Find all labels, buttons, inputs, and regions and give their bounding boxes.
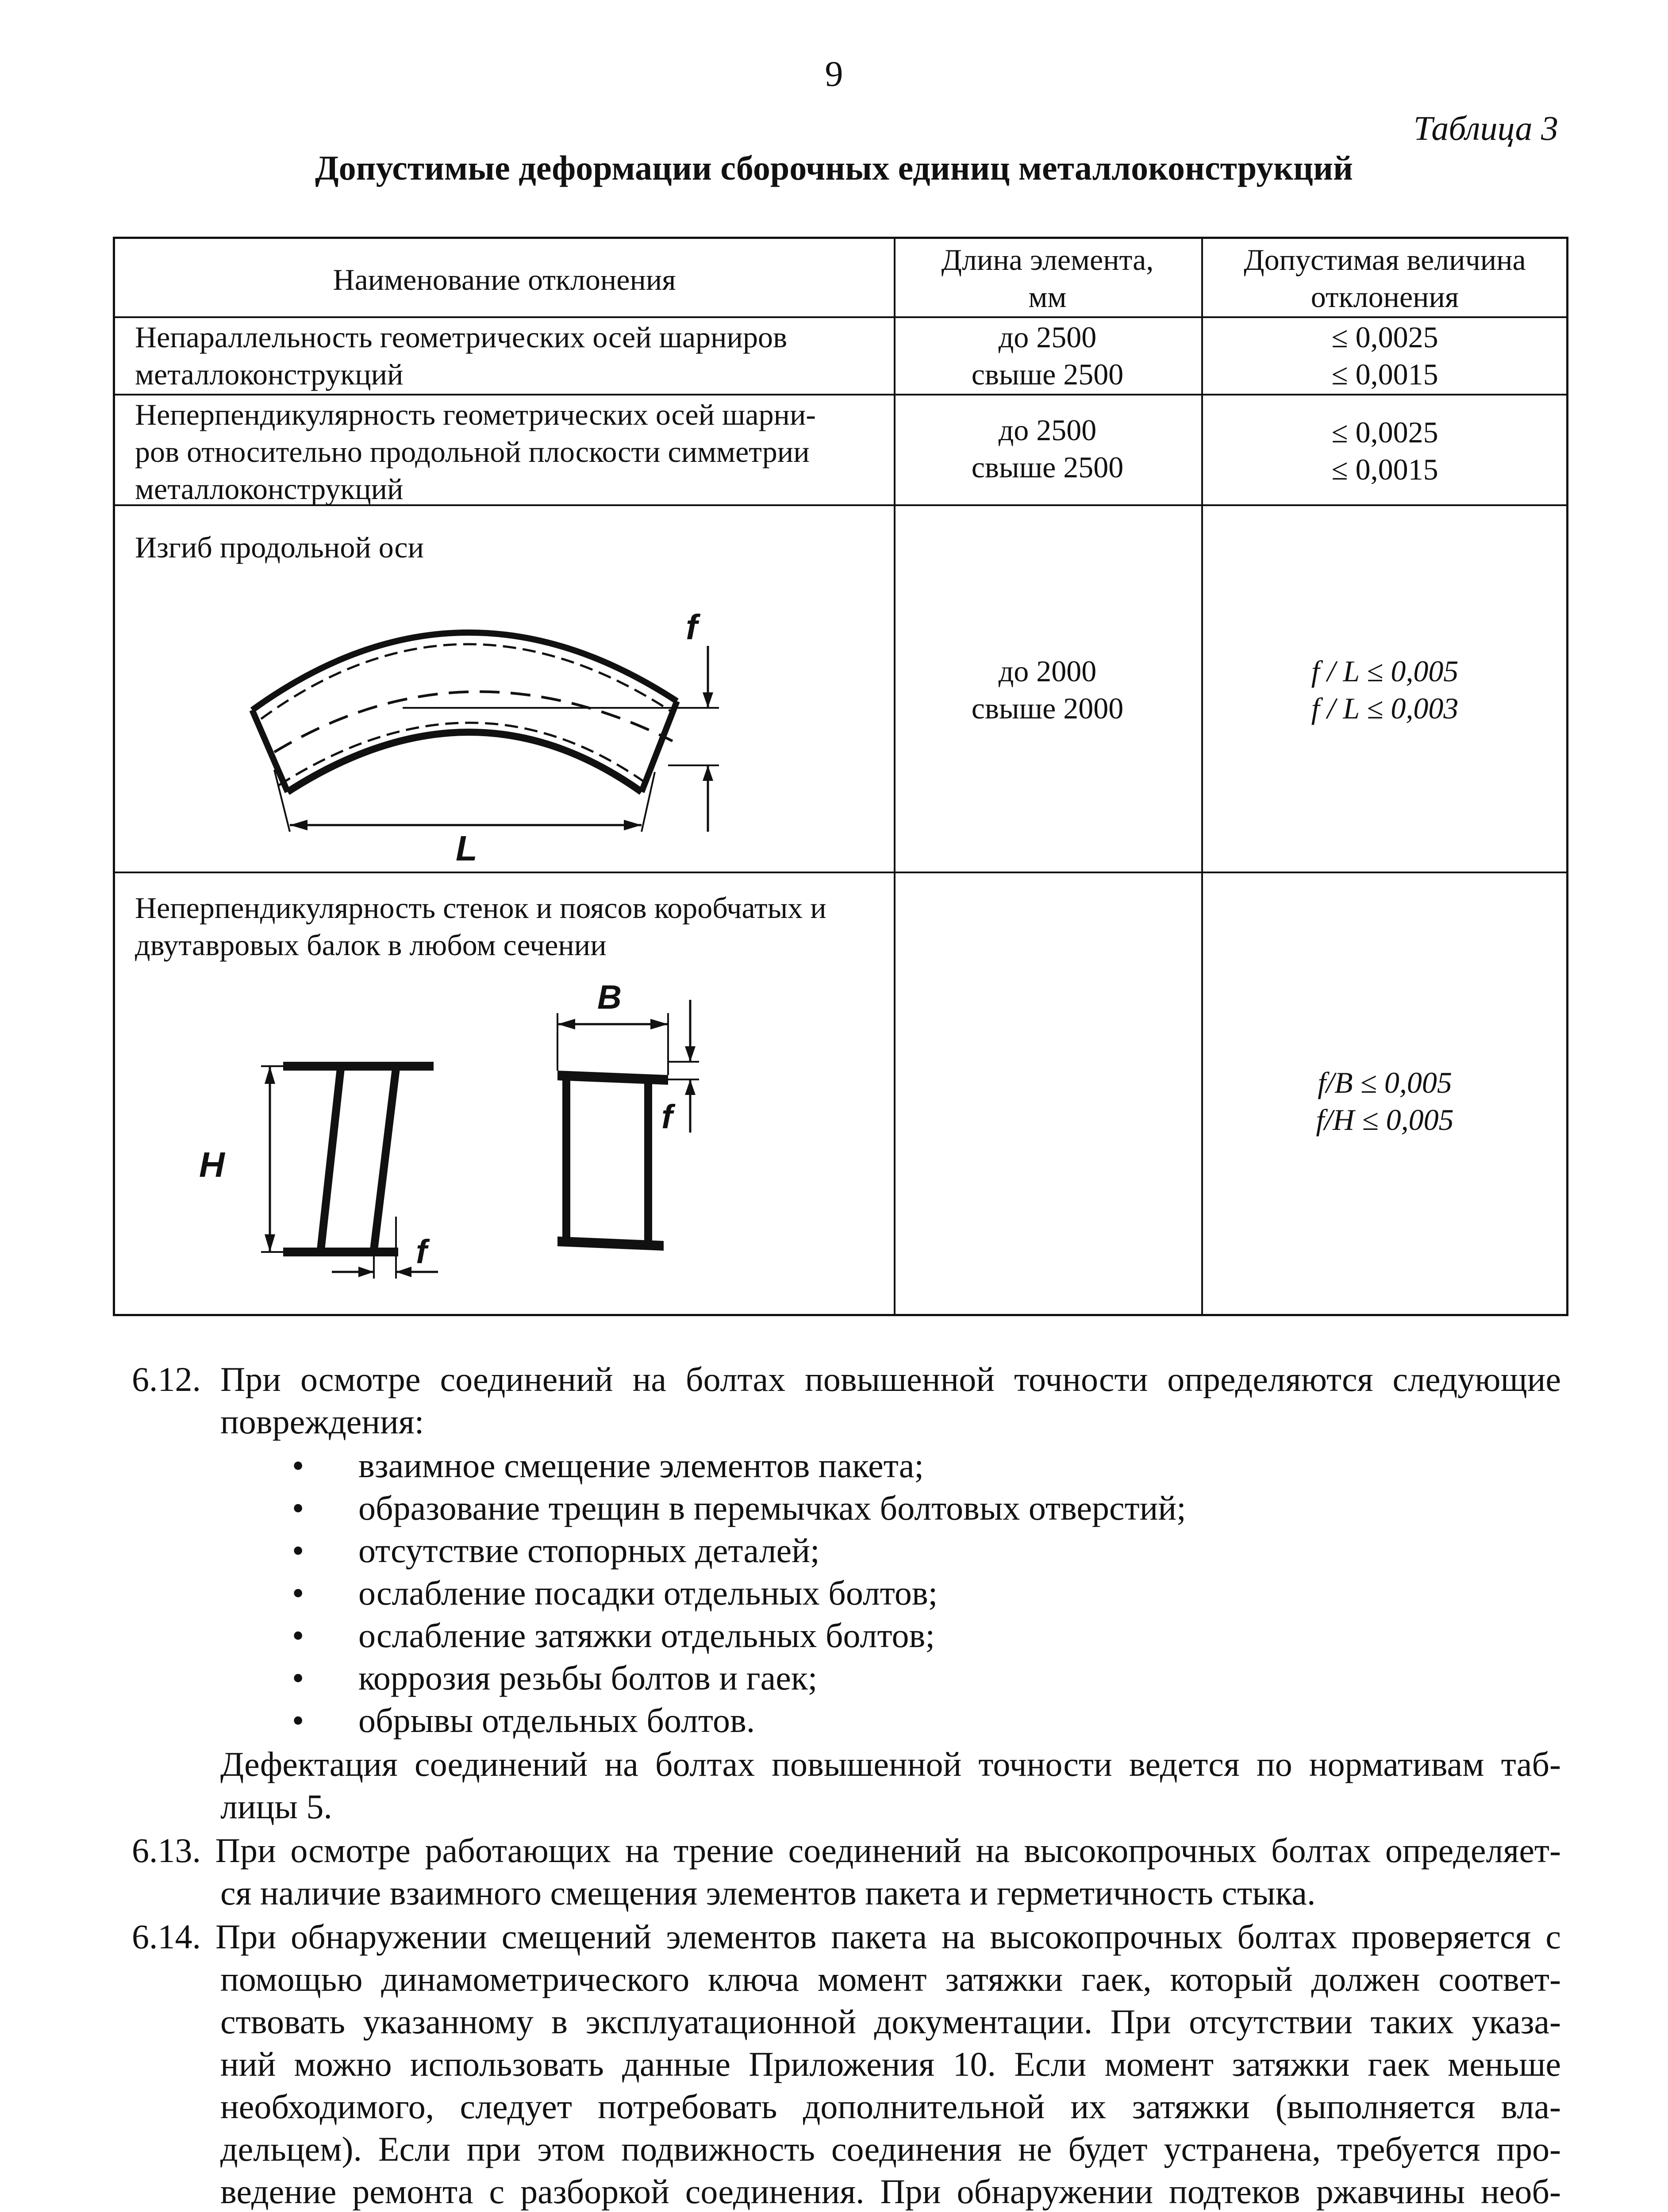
list-item-text: взаимное смещение элементов пакета;	[358, 1446, 924, 1485]
arrow-head	[685, 1079, 696, 1095]
paragraph-line: 6.14. При обнаружении смещений элементов пакета на высокопрочных болтах проверяется с	[132, 1917, 1561, 1956]
list-item-text: ослабление посадки отдельных болтов;	[358, 1574, 938, 1612]
row-divider	[115, 394, 1566, 396]
row3-length-line: свыше 2000	[971, 691, 1124, 725]
row2-value-line: ≤ 0,0015	[1331, 453, 1438, 486]
list-item	[283, 1614, 1186, 1657]
row1-length-line: свыше 2500	[971, 357, 1124, 391]
row2-length-line: свыше 2500	[971, 450, 1124, 484]
bullet-icon: •	[292, 1701, 304, 1740]
paragraph-line: Дефектация соединений на болтах повышенной точности ведется по нормативам таб-	[220, 1745, 1561, 1783]
section-web	[321, 1068, 341, 1250]
paragraph-line: ствовать указанному в эксплуатационной документации. При отсутствии таких указа-	[220, 2002, 1561, 2041]
label-f-right: f	[661, 1098, 673, 1136]
column-divider	[894, 239, 895, 1314]
list-item-text: коррозия резьбы болтов и гаек;	[358, 1659, 818, 1697]
list-item	[283, 1699, 1186, 1742]
arrow-head	[650, 1019, 668, 1029]
paragraph-line: ся наличие взаимного смещения элементов пакета и герметичность стыка.	[220, 1874, 1316, 1912]
section-6-12	[132, 1358, 1561, 1443]
row3-length-line: до 2000	[998, 654, 1097, 688]
beam-left-end	[252, 710, 288, 792]
arrow-head	[396, 1267, 411, 1277]
paragraph-line: 6.13. При осмотре работающих на трение соединений на высокопрочных болтах определяет-	[132, 1831, 1561, 1870]
label-f-bottom: f	[416, 1233, 427, 1271]
arrow-head	[624, 820, 642, 830]
beam-right-end	[642, 701, 677, 792]
paragraph-line: повреждения:	[220, 1402, 424, 1441]
bullet-icon: •	[292, 1489, 304, 1527]
arrow-head	[265, 1066, 275, 1084]
header-value-line: Допустимая величина	[1244, 243, 1526, 276]
row4-value-line: f/B ≤ 0,005	[1318, 1066, 1452, 1099]
row2-length	[894, 411, 1201, 486]
row1-name-line: металлоконструкций	[135, 357, 404, 391]
label-f: f	[686, 607, 698, 647]
header-name: Наименование отклонения	[333, 263, 676, 296]
row4-name-line: двутавровых балок в любом сечении	[135, 928, 607, 962]
bullet-icon: •	[292, 1659, 304, 1697]
damage-list	[283, 1444, 1186, 1742]
table-title: Допустимые деформации сборочных единиц металлоконструкций	[315, 149, 1353, 187]
deformation-table	[113, 237, 1568, 1316]
row1-value-line: ≤ 0,0025	[1331, 320, 1438, 354]
header-length-line: мм	[1028, 280, 1067, 314]
row2-name-line: металлоконструкций	[135, 472, 404, 506]
row2-value	[1201, 414, 1568, 488]
bullet-icon: •	[292, 1531, 304, 1570]
table-label: Таблица 3	[1413, 109, 1558, 147]
arrow-head	[685, 1046, 696, 1062]
paragraph-line: помощью динамометрического ключа момент затяжки гаек, который должен соответ-	[220, 1960, 1561, 1998]
section-web	[374, 1068, 396, 1250]
row2-name-line: ров относительно продольной плоскости симметрии	[135, 435, 810, 469]
paragraph-line: ний можно использовать данные Приложения 10. Если момент затяжки гаек меньше	[220, 2045, 1561, 2083]
header-length	[894, 241, 1201, 315]
section-6-13	[132, 1829, 1561, 1914]
paragraph-line: лицы 5.	[220, 1787, 332, 1826]
section-6-14	[132, 1916, 1561, 2212]
row2-name-line: Неперпендикулярность геометрических осей шарни-	[135, 398, 816, 431]
row2-length-line: до 2500	[998, 413, 1097, 447]
list-item	[283, 1529, 1186, 1572]
row4-value-line: f/H ≤ 0,005	[1316, 1103, 1454, 1137]
row4-value	[1201, 1064, 1568, 1138]
header-value	[1201, 241, 1568, 315]
row3-value-line: f / L ≤ 0,003	[1311, 691, 1459, 725]
section-6-12-note	[220, 1743, 1561, 1828]
paragraph-line: необходимого, следует потребовать дополнительной их затяжки (выполняется вла-	[220, 2087, 1561, 2126]
list-item-text: отсутствие стопорных деталей;	[358, 1531, 820, 1570]
list-item-text: ослабление затяжки отдельных болтов;	[358, 1616, 935, 1655]
list-item	[283, 1487, 1186, 1529]
row1-length-line: до 2500	[998, 320, 1097, 354]
row3-name: Изгиб продольной оси	[135, 530, 424, 564]
bullet-icon: •	[292, 1616, 304, 1655]
label-H: H	[199, 1145, 225, 1184]
column-divider	[1201, 239, 1203, 1314]
bullet-icon: •	[292, 1446, 304, 1485]
arrow-head	[265, 1234, 275, 1252]
row1-length	[894, 319, 1201, 393]
beam-bending-diagram	[226, 584, 889, 868]
row1-name	[135, 319, 887, 393]
row3-value	[1201, 653, 1568, 727]
row3-length	[894, 653, 1201, 727]
arrow-head	[703, 765, 713, 781]
arrow-head	[557, 1019, 575, 1029]
paragraph-line: дельцем). Если при этом подвижность соединения не будет устранена, требуется про-	[220, 2130, 1561, 2168]
beam-section-diagram	[199, 969, 867, 1314]
row1-value-line: ≤ 0,0015	[1331, 357, 1438, 391]
row-divider	[115, 872, 1566, 873]
arrow-head	[290, 820, 307, 830]
page-number: 9	[825, 54, 843, 94]
row1-value	[1201, 319, 1568, 393]
header-value-line: отклонения	[1311, 280, 1459, 314]
row4-name	[135, 889, 887, 964]
paragraph-line: 6.12. При осмотре соединений на болтах повышенной точности определяются следующие	[132, 1360, 1561, 1398]
label-B: B	[597, 979, 622, 1016]
paragraph-line: ведение ремонта с разборкой соединения. При обнаружении подтеков ржавчины необ-	[220, 2172, 1561, 2211]
row-divider	[115, 316, 1566, 318]
list-item-text: обрывы отдельных болтов.	[358, 1701, 755, 1740]
list-item-text: образование трещин в перемычках болтовых отверстий;	[358, 1489, 1186, 1527]
bullet-icon: •	[292, 1574, 304, 1612]
row2-name	[135, 396, 887, 507]
label-L: L	[456, 829, 477, 868]
header-length-line: Длина элемента,	[941, 243, 1154, 276]
row1-name-line: Непараллельность геометрических осей шарниров	[135, 320, 788, 354]
arrow-head	[703, 692, 713, 708]
row3-value-line: f / L ≤ 0,005	[1311, 654, 1459, 688]
row2-value-line: ≤ 0,0025	[1331, 415, 1438, 449]
list-item	[283, 1572, 1186, 1614]
beam-inner-arc	[288, 732, 642, 792]
row4-name-line: Неперпендикулярность стенок и поясов коробчатых и	[135, 891, 826, 925]
list-item	[283, 1657, 1186, 1699]
list-item	[283, 1444, 1186, 1487]
arrow-head	[358, 1267, 374, 1277]
